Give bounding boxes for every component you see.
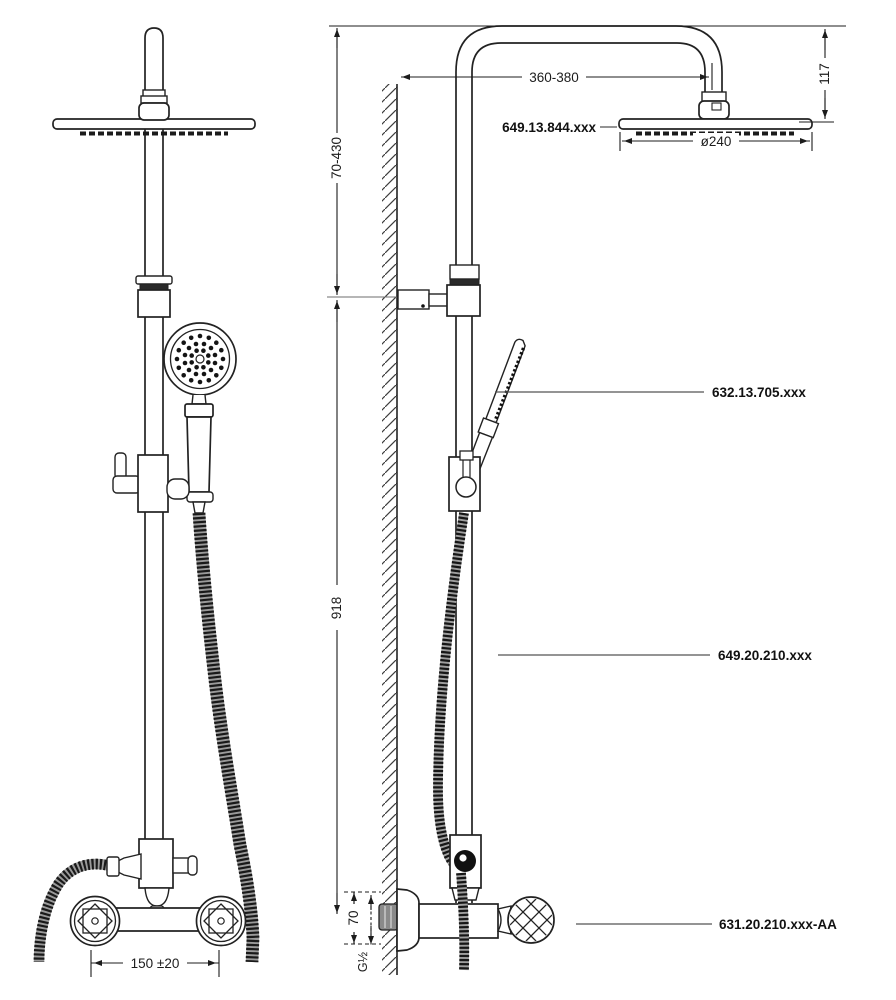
mixer-handle-right[interactable]	[197, 897, 246, 946]
part-label-overhead-shower: 649.13.844.xxx	[502, 120, 596, 135]
part-label-shower-pipe: 649.20.210.xxx	[718, 648, 812, 663]
side-view	[379, 26, 812, 975]
dim-text-head-diameter: ø240	[700, 134, 732, 149]
part-label-mixer-valve: 631.20.210.xxx-AA	[719, 917, 837, 932]
slider-bracket-front	[113, 453, 189, 512]
riser-pipe-front	[145, 28, 163, 839]
pipe-coupling-front	[136, 276, 172, 317]
dim-text-head-drop: 117	[817, 63, 832, 85]
handle-holder	[167, 479, 189, 499]
dim-text-handle-spacing: 150 ±20	[130, 956, 180, 971]
lock-knob-pin	[115, 453, 126, 479]
dim-text-valve-body: 70	[346, 910, 361, 926]
part-label-hand-shower: 632.13.705.xxx	[712, 385, 806, 400]
part-labels	[495, 127, 712, 924]
mixer-front	[71, 839, 246, 946]
shower-hose-front-right	[199, 513, 253, 962]
dim-text-riser-length: 918	[329, 596, 344, 620]
dim-text-thread-size: G½	[356, 951, 370, 973]
shower-pipe-side	[456, 26, 722, 903]
hose-nut-front	[193, 502, 205, 513]
slider-bracket-side	[449, 451, 480, 511]
dim-text-upper-adjust: 70-430	[329, 136, 344, 180]
crystal-knob-side[interactable]	[499, 888, 563, 952]
front-view	[39, 28, 255, 962]
hose-cone-connector	[118, 854, 141, 879]
hand-shower-side	[466, 339, 525, 472]
overhead-shower-front	[53, 90, 255, 134]
wall-section	[382, 84, 397, 975]
dim-text-arm-reach: 360-380	[529, 70, 579, 85]
lock-knob-arm	[113, 476, 140, 493]
shower-hose-side-lower	[461, 873, 464, 970]
wall-bracket-side	[398, 290, 449, 309]
overhead-shower-side	[619, 92, 812, 134]
shower-hose-side	[438, 513, 464, 866]
wall-inlet-g12	[379, 904, 398, 930]
mixer-handle-left[interactable]	[71, 897, 120, 946]
pipe-coupling-side	[447, 265, 480, 316]
